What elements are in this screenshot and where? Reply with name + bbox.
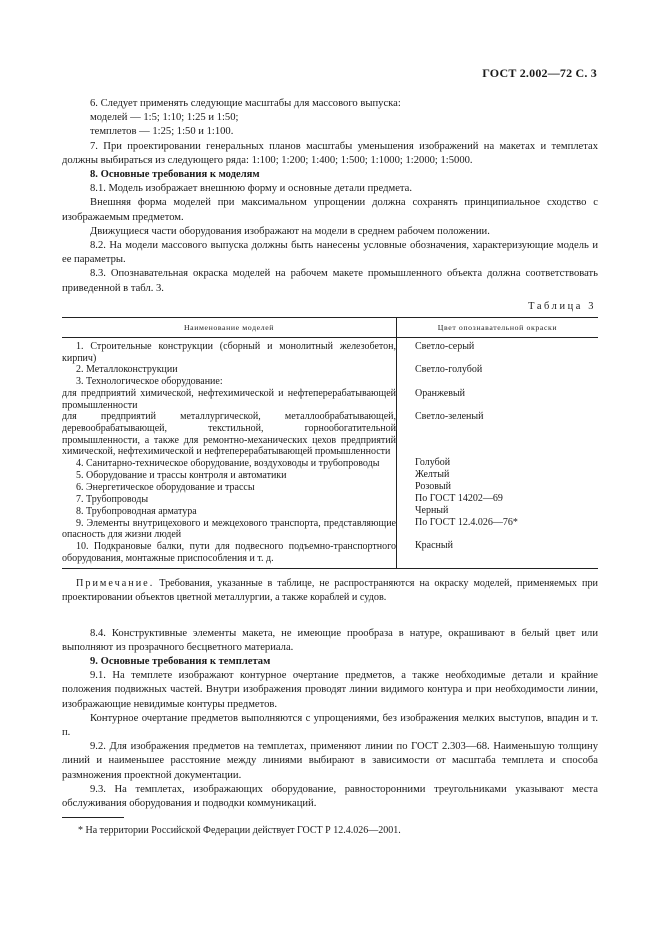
- table-cell-color: Светло-голубой: [415, 364, 483, 376]
- table-cell-model-name: 4. Санитарно-техническое оборудование, воздуховоды и трубопроводы: [76, 457, 380, 469]
- note-label: Примечание.: [76, 578, 155, 590]
- paragraph-9-1-b: Контурное очертание предметов выполняются с упрощениями, без изображения мелких выступов, впадин и т. п.: [62, 712, 598, 738]
- table-cell-color: По ГОСТ 12.4.026—76*: [415, 517, 518, 529]
- table-cell-color: Светло-серый: [415, 341, 475, 353]
- table-cell-model-name: 5. Оборудование и трассы контроля и автоматики: [76, 469, 287, 481]
- paragraph-9-1: 9.1. На темплете изображают контурное очертание предметов, а также необходимые детали и крайние положения подвижных частей. Внутри изображения проводят линии видимого контура и при необходимости линии, изображающие невидимые контуры предметов.: [62, 670, 598, 710]
- paragraph-9-2: 9.2. Для изображения предметов на темплетах, применяют линии по ГОСТ 2.303—68. Наименьшую толщину линий и наименьшее расстояние между линиями выбирают в зависимости от масштаба темплета и способа размножения проектной документации.: [62, 741, 598, 781]
- table-note: [62, 577, 598, 604]
- table-cell-color: Розовый: [415, 481, 451, 493]
- colors-column: [397, 338, 598, 568]
- table-caption: Таблица 3: [528, 300, 596, 312]
- table-cell-color: Светло-зеленый: [415, 411, 484, 423]
- table-cell-color: Голубой: [415, 457, 451, 469]
- table-cell-color: [415, 376, 598, 388]
- paragraph-8-1: 8.1. Модель изображает внешнюю форму и основные детали предмета.: [90, 183, 413, 195]
- table-cell-model-name: для предприятий металлургической, металлообрабатывающей, деревообрабатывающей, текстильной, горнообогатительной промышленности, а также для ремонтно-механических цехов предприятий химической, нефтехимической и нефтеперерабатывающей промышленности: [62, 411, 396, 458]
- scale-templates: темплетов — 1:25; 1:50 и 1:100.: [90, 126, 234, 138]
- table-cell-color: Красный: [415, 540, 453, 552]
- table-cell-model-name: 6. Энергетическое оборудование и трассы: [76, 481, 255, 493]
- footnote-rule: [62, 817, 124, 818]
- table-cell-model-name: 2. Металлоконструкции: [76, 364, 178, 376]
- table-cell-color: Желтый: [415, 469, 450, 481]
- table-cell-model-name: 1. Строительные конструкции (сборный и монолитный железобетон, кирпич): [62, 341, 396, 364]
- table-cell-model-name: 7. Трубопроводы: [76, 493, 149, 505]
- table-cell-color: Черный: [415, 505, 449, 517]
- model-names-column: [62, 338, 397, 568]
- table-cell-model-name: 3. Технологическое оборудование:: [76, 376, 223, 388]
- table-cell-model-name: для предприятий химической, нефтехимической и нефтеперерабатывающей промышленности: [62, 388, 396, 411]
- table-cell-model-name: 10. Подкрановые балки, пути для подвесного подъемно-транспортного оборудования, монтажные приспособления и т. д.: [62, 540, 396, 564]
- note-text: Требования, указанные в таблице, не распространяются на окраску моделей, применяемых при проектировании объектов цветной металлургии, а также кораблей и судов.: [62, 578, 598, 603]
- footnote: * На территории Российской Федерации действует ГОСТ Р 12.4.026—2001.: [78, 825, 401, 836]
- section-8-title: 8. Основные требования к моделям: [90, 169, 260, 181]
- paragraph-8-2: 8.2. На модели массового выпуска должны быть нанесены условные обозначения, характеризующие модель и ее параметры.: [62, 240, 598, 266]
- paragraph-9-3: 9.3. На темплетах, изображающих оборудование, равносторонними треугольниками указывают места обслуживания оборудования и подводки коммуникаций.: [62, 783, 598, 809]
- paragraph-6: 6. Следует применять следующие масштабы для массового выпуска:: [90, 98, 401, 109]
- table-cell-model-name: 8. Трубопроводная арматура: [76, 505, 197, 517]
- table-cell-color: По ГОСТ 14202—69: [415, 493, 503, 505]
- paragraph-8-4: 8.4. Конструктивные элементы макета, не имеющие прообраза в натуре, окрашивают в белый цвет или выполняют из прозрачного бесцветного материала.: [62, 627, 598, 653]
- column-header-models: Наименование моделей: [62, 318, 397, 337]
- column-header-color: Цвет опознавательной окраски: [437, 322, 558, 332]
- paragraph-7: 7. При проектировании генеральных планов масштабы уменьшения изображений на макетах и темплетах должны выбираться из следующего ряда: 1:100; 1:200; 1:400; 1:500; 1:1000; 1:2000; 1:5000.: [62, 140, 598, 166]
- scale-models: моделей — 1:5; 1:10; 1:25 и 1:50;: [90, 112, 239, 124]
- paragraph-8-1-c: Движущиеся части оборудования изображают на модели в среднем рабочем положении.: [90, 225, 490, 237]
- section-9-title: 9. Основные требования к темплетам: [90, 655, 271, 667]
- table-cell-color: Оранжевый: [415, 388, 466, 400]
- table-body: [62, 338, 598, 568]
- document-body: [62, 97, 598, 811]
- table-3: [62, 317, 598, 569]
- paragraph-8-1-b: Внешняя форма моделей при максимальном упрощении должна сохранять принципиальное сходство с изображаемым предметом.: [62, 197, 598, 223]
- table-header: [62, 318, 598, 338]
- page-header: ГОСТ 2.002—72 С. 3: [482, 66, 597, 80]
- table-cell-model-name: 9. Элементы внутрицехового и межцехового транспорта, представляющие опасность для жизни людей: [62, 517, 396, 541]
- paragraph-8-3: 8.3. Опознавательная окраска моделей на рабочем макете промышленного объекта должна соответствовать приведенной в табл. 3.: [62, 268, 598, 294]
